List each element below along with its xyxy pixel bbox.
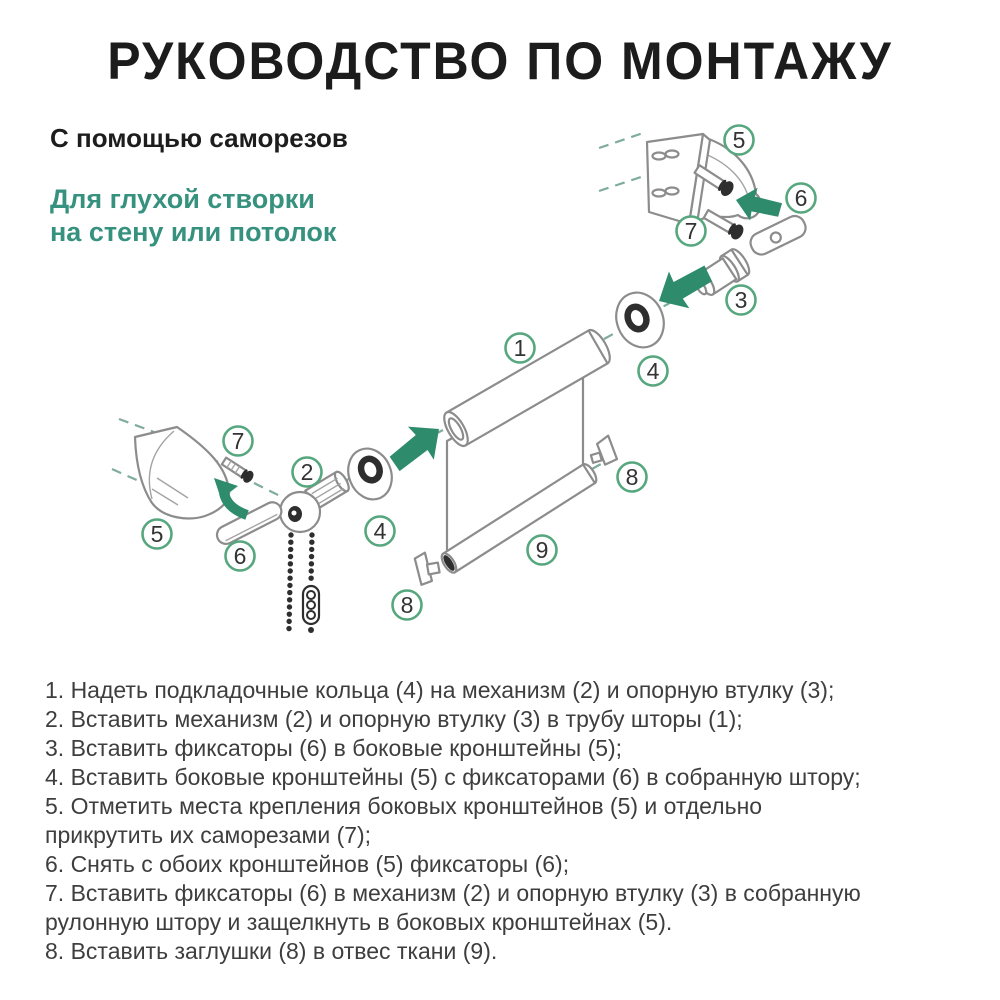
svg-text:4: 4 [646, 358, 660, 384]
callout-1 [506, 334, 535, 363]
instructions-list [45, 676, 995, 966]
instruction-item: 2. Вставить механизм (2) и опорную втулку (3) в трубу шторы (1); [45, 706, 743, 732]
method-heading-line-2: на стену или потолок [50, 217, 337, 247]
end-cap-left-drawing [414, 551, 441, 585]
svg-text:7: 7 [231, 428, 245, 454]
instruction-item: 7. Вставить фиксаторы (6) в механизм (2) и опорную втулку (3) в собранную рулонную штору и защелкнуть в боковых кронштейнах (5). [45, 880, 861, 935]
callout-7 [224, 427, 253, 456]
instruction-item: 6. Снять с обоих кронштейнов (5) фиксаторы (6); [45, 851, 570, 877]
svg-text:8: 8 [625, 464, 639, 490]
subtitle: С помощью саморезов [50, 123, 348, 153]
method-heading-line-1: Для глухой створки [50, 184, 315, 214]
svg-text:8: 8 [400, 592, 414, 618]
svg-text:9: 9 [535, 537, 549, 563]
instruction-item: 3. Вставить фиксаторы (6) в боковые кронштейны (5); [45, 735, 623, 761]
fixator-top-drawing [747, 213, 809, 258]
instruction-item: 4. Вставить боковые кронштейны (5) с фиксаторами (6) в собранную штору; [45, 764, 861, 790]
svg-text:6: 6 [233, 543, 247, 569]
chain-connector [303, 586, 319, 624]
bead-chain-right [311, 535, 312, 584]
end-cap-right-drawing [587, 435, 618, 468]
svg-text:1: 1 [513, 335, 527, 361]
spacer-ring-left-drawing [341, 442, 399, 506]
svg-text:6: 6 [794, 185, 808, 211]
svg-text:5: 5 [732, 127, 746, 153]
callout-6 [226, 542, 255, 571]
instruction-item: 8. Вставить заглушки (8) в отвес ткани (9). [45, 938, 498, 964]
svg-text:5: 5 [150, 521, 164, 547]
callout-8 [618, 463, 647, 492]
callout-5 [143, 520, 172, 549]
instruction-item: 1. Надеть подкладочные кольца (4) на механизм (2) и опорную втулку (3); [45, 677, 835, 703]
instruction-item: 5. Отметить места крепления боковых кронштейнов (5) и отдельно прикрутить их саморезами (7); [45, 793, 763, 848]
page-title: РУКОВОДСТВО ПО МОНТАЖУ [107, 31, 893, 91]
callout-4 [366, 517, 395, 546]
svg-text:4: 4 [373, 518, 387, 544]
fixator-left-drawing [214, 499, 285, 547]
callout-3 [727, 286, 756, 315]
callout-4 [639, 357, 668, 386]
chain-mechanism-drawing [280, 470, 351, 633]
callout-9 [528, 536, 557, 565]
bead-chain-left [289, 535, 291, 629]
callout-6 [787, 184, 816, 213]
callout-2 [293, 458, 322, 487]
svg-text:2: 2 [300, 459, 314, 485]
callout-7 [677, 217, 706, 246]
callout-5 [725, 126, 754, 155]
svg-text:7: 7 [684, 218, 698, 244]
svg-text:3: 3 [734, 287, 748, 313]
callout-8 [393, 591, 422, 620]
